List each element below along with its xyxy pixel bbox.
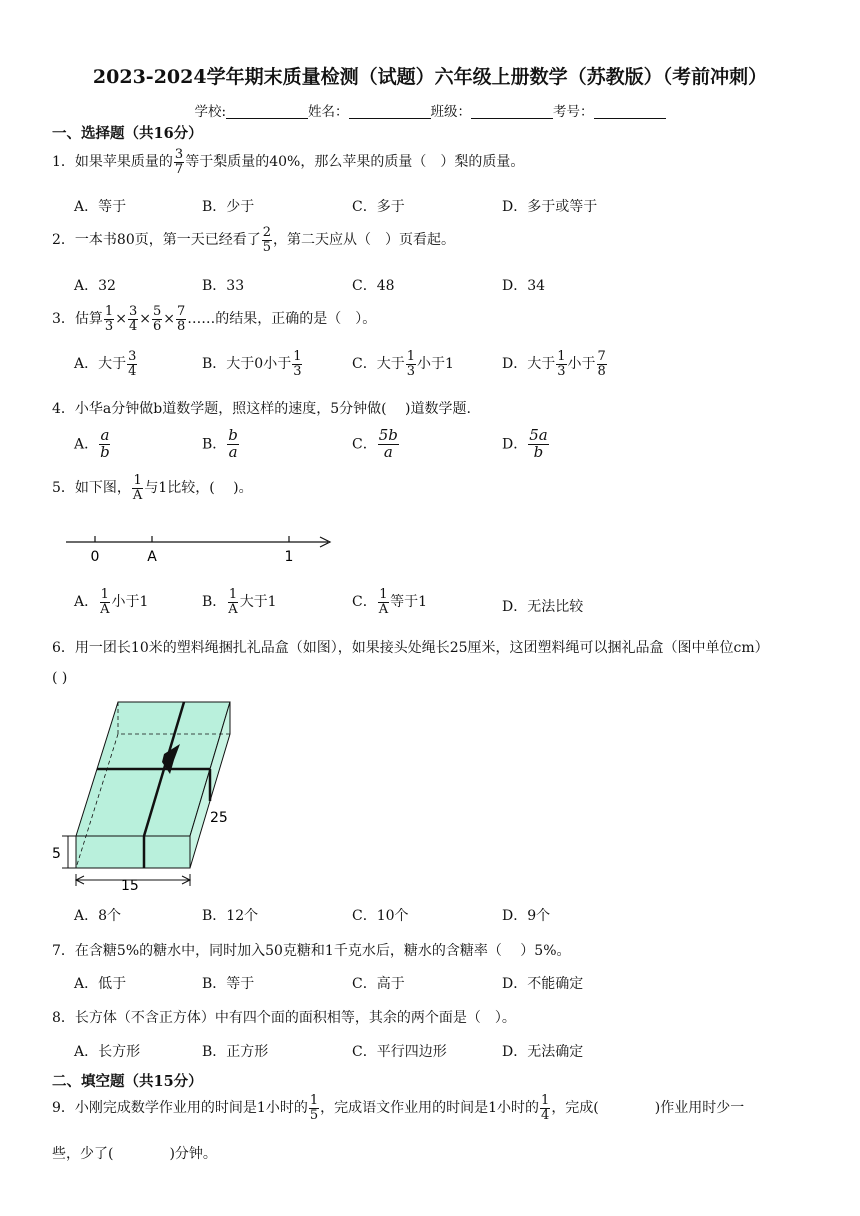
tick-label-0: 0 (90, 549, 100, 565)
question-3 (52, 305, 376, 333)
q4-option-a[interactable]: A． $\frac{a}{b}$ (74, 426, 110, 461)
times-sign: × (139, 311, 151, 328)
q7-option-c[interactable]: C．高于 (352, 976, 405, 992)
question-6-line-1: 6．用一团长10米的塑料绳捆扎礼品盒（如图），如果接头处绳长25厘米，这团塑料绳可以捆礼品盒（图中单位cm） (52, 640, 769, 656)
q2-fraction: $\frac{2}{5}$ (262, 225, 272, 255)
times-sign: × (115, 311, 127, 328)
q5-option-a[interactable]: A． $\frac{1}{A}$ 小于1 (74, 587, 149, 617)
q8-option-a[interactable]: A．长方形 (74, 1044, 141, 1060)
q3-option-d[interactable]: D．大于 $\frac{1}{3}$ 小于 $\frac{7}{8}$ (502, 349, 606, 379)
times-sign: × (163, 311, 175, 328)
tick-label-1: 1 (284, 549, 294, 565)
question-9-line-1: 9．小刚完成数学作业用的时间是1小时的 $\frac{1}{5}$ ，完成语文作业用的时间是1小时的 $\frac{1}{4}$ ，完成( )作业用时少一 (52, 1093, 745, 1123)
q5-option-d[interactable]: D．无法比较 (502, 599, 584, 615)
q3-fraction-3: $\frac{5}{6}$ (152, 304, 162, 334)
question-1 (52, 148, 524, 176)
page-title: 2023-2024学年期末质量检测（试题）六年级上册数学（苏教版）（考前冲刺） (92, 66, 768, 88)
q1-text-start: 1．如果苹果质量的 (52, 154, 173, 171)
q3-option-a[interactable]: A．大于 $\frac{3}{4}$ (74, 349, 137, 379)
q6-option-d[interactable]: D．9个 (502, 908, 551, 924)
q3-fraction-4: $\frac{7}{8}$ (176, 304, 186, 334)
question-2 (52, 226, 455, 254)
q2-text-end: ，第二天应从（ ）页看起。 (273, 232, 456, 249)
class-label: 班级： (430, 104, 472, 120)
q4-option-c[interactable]: C． $\frac{5b}{a}$ (352, 426, 398, 461)
section-choice-heading: 一、选择题（共16分） (52, 125, 203, 142)
q4-option-b[interactable]: B． $\frac{b}{a}$ (202, 426, 238, 461)
q2-option-d[interactable]: D．34 (502, 278, 546, 294)
q2-text-start: 2．一本书80页，第一天已经看了 (52, 232, 261, 249)
q1-option-c[interactable]: C．多于 (352, 199, 405, 215)
exam-no-label: 考号： (553, 104, 594, 120)
school-label: 学校: (194, 104, 227, 120)
name-blank[interactable] (349, 104, 431, 119)
q3-fraction-1: $\frac{1}{3}$ (104, 304, 114, 334)
question-7: 7．在含糖5%的糖水中，同时加入50克糖和1千克水后，糖水的含糖率（ ）5%。 (52, 943, 571, 959)
q3-text-end: ……的结果，正确的是（ ）。 (187, 311, 377, 328)
tick-label-a: A (147, 549, 157, 565)
q7-option-a[interactable]: A．低于 (74, 976, 127, 992)
q3-option-b[interactable]: B．大于0小于 $\frac{1}{3}$ (202, 349, 302, 379)
q6-option-c[interactable]: C．10个 (352, 908, 409, 924)
gift-box-figure (48, 698, 248, 894)
q3-option-c[interactable]: C．大于 $\frac{1}{3}$ 小于1 (352, 349, 454, 379)
student-info-line (0, 100, 860, 120)
number-line-figure (62, 528, 342, 568)
q5-option-b[interactable]: B． $\frac{1}{A}$ 大于1 (202, 587, 277, 617)
q1-fraction: $\frac{3}{7}$ (174, 147, 184, 177)
q7-option-d[interactable]: D．不能确定 (502, 976, 584, 992)
q1-option-b[interactable]: B．少于 (202, 199, 255, 215)
question-6-line-2: ( ) (52, 670, 68, 686)
q5-option-c[interactable]: C． $\frac{1}{A}$ 等于1 (352, 587, 428, 617)
q1-option-d[interactable]: D．多于或等于 (502, 199, 598, 215)
q7-option-b[interactable]: B．等于 (202, 976, 255, 992)
exam-no-blank[interactable] (594, 104, 666, 119)
q2-option-a[interactable]: A．32 (74, 278, 116, 294)
class-blank[interactable] (471, 104, 553, 119)
school-blank[interactable] (226, 104, 308, 119)
question-5: 5．如下图， $\frac{1}{A}$ 与1比较，( )。 (52, 473, 253, 503)
box-front-face (76, 836, 190, 868)
q3-fraction-2: $\frac{3}{4}$ (128, 304, 138, 334)
name-label: 姓名： (308, 104, 349, 120)
section-fill-heading: 二、填空题（共15分） (52, 1073, 203, 1090)
q1-option-a[interactable]: A．等于 (74, 199, 127, 215)
q6-option-b[interactable]: B．12个 (202, 908, 259, 924)
question-9-line-2: 些，少了( )分钟。 (52, 1146, 217, 1162)
q6-option-a[interactable]: A．8个 (74, 908, 122, 924)
q4-option-d[interactable]: D． $\frac{5a}{b}$ (502, 426, 548, 461)
question-4: 4．小华a分钟做b道数学题，照这样的速度，5分钟做( )道数学题. (52, 401, 471, 417)
q2-option-c[interactable]: C．48 (352, 278, 395, 294)
dim-width-label: 15 (121, 878, 139, 894)
q8-option-b[interactable]: B．正方形 (202, 1044, 269, 1060)
q1-text-end: 等于梨质量的40%，那么苹果的质量（ ）梨的质量。 (185, 154, 525, 171)
q8-option-d[interactable]: D．无法确定 (502, 1044, 584, 1060)
question-8: 8．长方体（不含正方体）中有四个面的面积相等，其余的两个面是（ ）。 (52, 1010, 516, 1026)
q2-option-b[interactable]: B．33 (202, 278, 245, 294)
dim-length-label: 25 (210, 810, 228, 826)
q8-option-c[interactable]: C．平行四边形 (352, 1044, 447, 1060)
q3-text-start: 3．估算 (52, 311, 103, 328)
dim-height-label: 5 (52, 846, 61, 862)
